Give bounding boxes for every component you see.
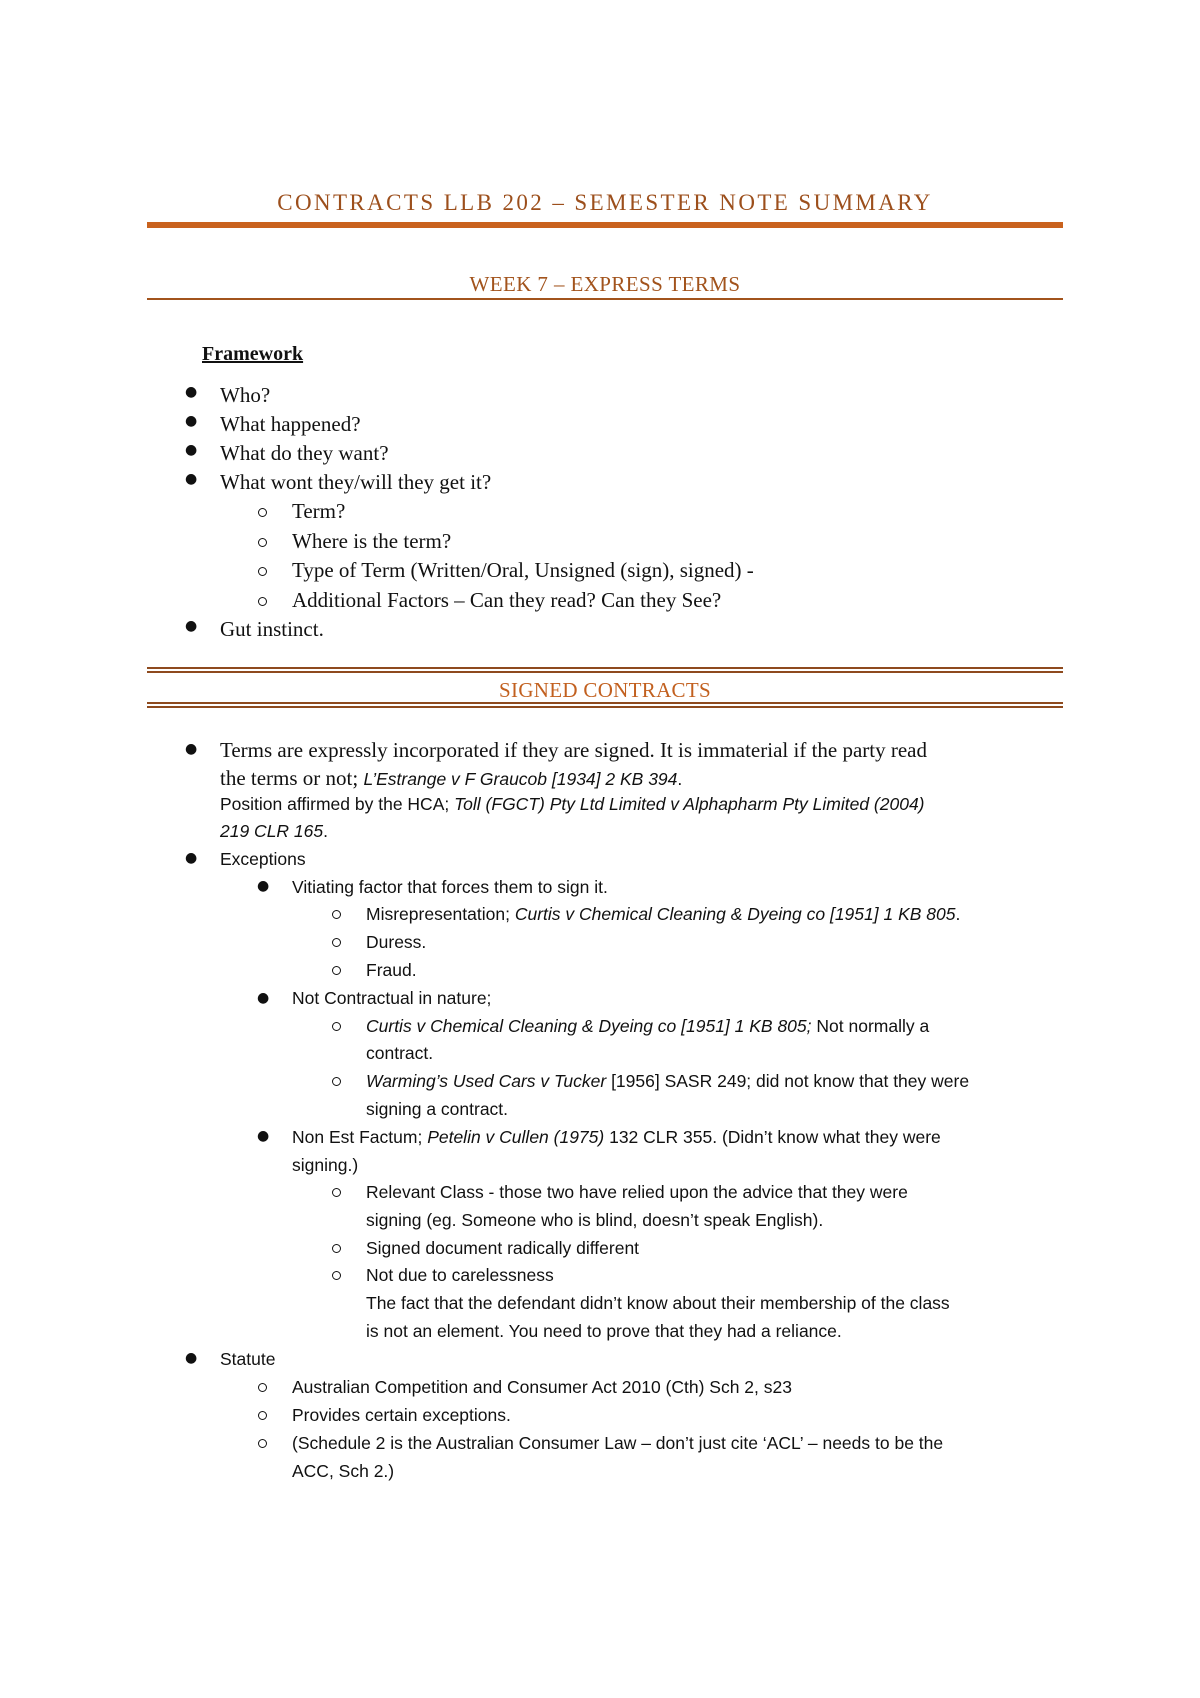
paragraph-text: Not normally a	[811, 1016, 930, 1036]
framework-item: What do they want?	[220, 441, 389, 465]
circle-bullet-icon	[332, 1188, 341, 1197]
bullet-icon: ●	[185, 741, 198, 757]
exception-subitem-cont: contract.	[366, 1043, 434, 1063]
exception-subitem	[366, 1016, 929, 1037]
exception-subitem	[366, 1071, 969, 1092]
statute-item: Australian Competition and Consumer Act 2010 (Cth) Sch 2, s23	[292, 1377, 792, 1397]
exception-subitem: Fraud.	[366, 960, 417, 980]
circle-bullet-icon	[332, 1271, 341, 1280]
signed-paragraph-line	[220, 766, 682, 791]
title-divider	[147, 222, 1063, 228]
circle-bullet-icon	[332, 1077, 341, 1086]
circle-bullet-icon	[258, 538, 267, 547]
case-citation: L’Estrange v F Graucob [1934] 2 KB 394	[363, 769, 678, 789]
paragraph-text: 132 CLR 355. (Didn’t know what they were	[604, 1127, 941, 1147]
bullet-icon: ●	[185, 850, 198, 866]
exception-item-cont: signing.)	[292, 1155, 359, 1175]
bullet-icon: ●	[185, 1350, 198, 1366]
exceptions-heading: Exceptions	[220, 849, 306, 869]
circle-bullet-icon	[332, 966, 341, 975]
case-citation: Curtis v Chemical Cleaning & Dyeing co [1951] 1 KB 805;	[366, 1016, 812, 1036]
case-citation: 219 CLR 165	[220, 821, 324, 841]
exception-subitem-cont: The fact that the defendant didn’t know about their membership of the class	[366, 1293, 950, 1313]
exception-subitem-cont: is not an element. You need to prove that they had a reliance.	[366, 1321, 842, 1341]
bullet-icon: ●	[257, 878, 270, 894]
bullet-icon: ●	[257, 1128, 270, 1144]
paragraph-text: the terms or not;	[220, 766, 364, 790]
framework-subitem: Type of Term (Written/Oral, Unsigned (sign), signed) -	[292, 558, 754, 582]
section-heading: SIGNED CONTRACTS	[499, 678, 711, 702]
exception-subitem: Relevant Class - those two have relied upon the advice that they were	[366, 1182, 908, 1202]
framework-heading: Framework	[202, 343, 304, 365]
framework-item: Who?	[220, 383, 271, 407]
case-citation: Warming’s Used Cars v Tucker	[366, 1071, 607, 1091]
exception-subitem	[366, 904, 960, 925]
signed-paragraph-line	[220, 821, 328, 842]
framework-item: What wont they/will they get it?	[220, 470, 492, 494]
circle-bullet-icon	[258, 1383, 267, 1392]
paragraph-text: .	[955, 904, 961, 924]
framework-subitem: Term?	[292, 499, 346, 523]
bullet-icon: ●	[185, 442, 198, 458]
exception-item: Vitiating factor that forces them to sign it.	[292, 877, 608, 897]
bullet-icon: ●	[185, 384, 198, 400]
circle-bullet-icon	[332, 1022, 341, 1031]
case-citation: Toll (FGCT) Pty Ltd Limited v Alphapharm Pty Limited (2004)	[454, 794, 925, 814]
document-title: CONTRACTS LLB 202 – SEMESTER NOTE SUMMARY	[277, 190, 933, 215]
circle-bullet-icon	[258, 508, 267, 517]
exception-item	[292, 1127, 941, 1148]
paragraph-text: .	[323, 821, 329, 841]
bullet-icon: ●	[185, 618, 198, 634]
circle-bullet-icon	[258, 1439, 267, 1448]
circle-bullet-icon	[258, 597, 267, 606]
circle-bullet-icon	[258, 567, 267, 576]
case-citation: Curtis v Chemical Cleaning & Dyeing co [1951] 1 KB 805	[514, 904, 956, 924]
framework-subitem: Where is the term?	[292, 529, 452, 553]
exception-subitem: Duress.	[366, 932, 427, 952]
framework-subitem: Additional Factors – Can they read? Can they See?	[292, 588, 722, 612]
circle-bullet-icon	[332, 938, 341, 947]
bullet-icon: ●	[185, 413, 198, 429]
statute-item: Provides certain exceptions.	[292, 1405, 511, 1425]
exception-subitem-cont: signing a contract.	[366, 1099, 509, 1119]
signed-paragraph-line: Terms are expressly incorporated if they are signed. It is immaterial if the party read	[220, 738, 928, 762]
framework-item: Gut instinct.	[220, 617, 324, 641]
section-divider-bottom	[147, 702, 1063, 708]
circle-bullet-icon	[258, 1411, 267, 1420]
paragraph-text: Non Est Factum;	[292, 1127, 428, 1147]
bullet-icon: ●	[257, 990, 270, 1006]
week-title: WEEK 7 – EXPRESS TERMS	[469, 272, 741, 296]
circle-bullet-icon	[332, 1244, 341, 1253]
section-divider-top	[147, 667, 1063, 673]
paragraph-text: Misrepresentation;	[366, 904, 515, 924]
exception-item: Not Contractual in nature;	[292, 988, 492, 1008]
paragraph-text: [1956] SASR 249; did not know that they were	[606, 1071, 970, 1091]
statute-item-cont: ACC, Sch 2.)	[292, 1461, 395, 1481]
statute-item: (Schedule 2 is the Australian Consumer Law – don’t just cite ‘ACL’ – needs to be the	[292, 1433, 944, 1453]
week-divider	[147, 298, 1063, 300]
paragraph-text: .	[677, 769, 683, 789]
framework-item: What happened?	[220, 412, 361, 436]
signed-paragraph-line	[220, 794, 925, 815]
statute-heading: Statute	[220, 1349, 276, 1369]
exception-subitem-cont: signing (eg. Someone who is blind, doesn’t speak English).	[366, 1210, 824, 1230]
case-citation: Petelin v Cullen (1975)	[427, 1127, 605, 1147]
bullet-icon: ●	[185, 471, 198, 487]
exception-subitem: Not due to carelessness	[366, 1265, 554, 1285]
paragraph-text: Position affirmed by the HCA;	[220, 794, 455, 814]
circle-bullet-icon	[332, 910, 341, 919]
exception-subitem: Signed document radically different	[366, 1238, 640, 1258]
